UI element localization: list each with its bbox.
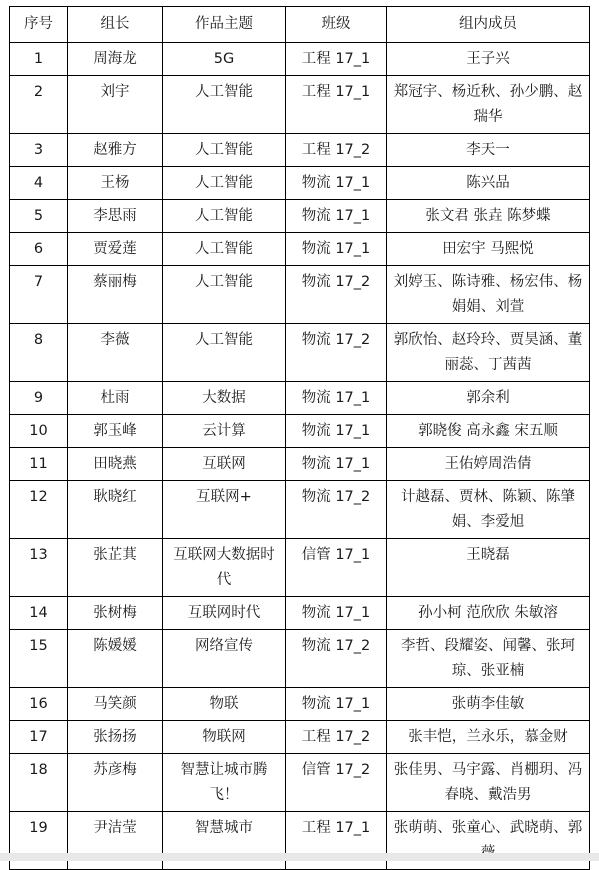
cell-no: 17 [10, 721, 68, 754]
cell-class: 工程 17_2 [286, 721, 387, 754]
table-header-row [10, 7, 590, 43]
table-row [10, 630, 590, 688]
cell-leader: 耿晓红 [68, 481, 163, 539]
cell-members: 张萌李佳敏 [387, 688, 590, 721]
cell-class: 物流 17_1 [286, 200, 387, 233]
cell-class: 物流 17_2 [286, 324, 387, 382]
cell-leader: 杜雨 [68, 382, 163, 415]
cell-class: 物流 17_1 [286, 415, 387, 448]
cell-class: 物流 17_2 [286, 630, 387, 688]
cell-theme: 人工智能 [163, 200, 286, 233]
cell-leader: 刘宇 [68, 76, 163, 134]
cell-no: 1 [10, 43, 68, 76]
cell-leader: 周海龙 [68, 43, 163, 76]
cell-leader: 张树梅 [68, 597, 163, 630]
cell-members: 王子兴 [387, 43, 590, 76]
cell-leader: 贾爱莲 [68, 233, 163, 266]
page-bottom-edge [0, 853, 599, 861]
cell-theme: 云计算 [163, 415, 286, 448]
cell-members: 王晓磊 [387, 539, 590, 597]
cell-theme: 人工智能 [163, 76, 286, 134]
cell-no: 16 [10, 688, 68, 721]
table-row [10, 233, 590, 266]
cell-class: 物流 17_1 [286, 382, 387, 415]
header-members: 组内成员 [387, 7, 590, 43]
cell-leader: 李思雨 [68, 200, 163, 233]
cell-no: 10 [10, 415, 68, 448]
table-row [10, 382, 590, 415]
cell-members: 李天一 [387, 134, 590, 167]
cell-leader: 李薇 [68, 324, 163, 382]
cell-theme: 物联网 [163, 721, 286, 754]
table-row [10, 539, 590, 597]
cell-no: 3 [10, 134, 68, 167]
header-no: 序号 [10, 7, 68, 43]
cell-no: 4 [10, 167, 68, 200]
cell-members: 郭余利 [387, 382, 590, 415]
table-row [10, 200, 590, 233]
cell-no: 9 [10, 382, 68, 415]
cell-theme: 人工智能 [163, 167, 286, 200]
header-leader: 组长 [68, 7, 163, 43]
cell-members: 张丰恺，兰永乐，慕金财 [387, 721, 590, 754]
cell-class: 物流 17_1 [286, 597, 387, 630]
cell-class: 物流 17_1 [286, 167, 387, 200]
cell-no: 15 [10, 630, 68, 688]
cell-class: 物流 17_2 [286, 481, 387, 539]
cell-members: 郭欣怡、赵玲玲、贾昊涵、董丽蕊、丁茜茜 [387, 324, 590, 382]
cell-members: 张萌萌、张童心、武晓萌、郭 [387, 812, 590, 870]
cell-theme: 网络宣传 [163, 630, 286, 688]
cell-theme: 人工智能 [163, 233, 286, 266]
cell-members: 计越磊、贾林、陈颖、陈肇娟、李爱旭 [387, 481, 590, 539]
cell-theme: 互联网 [163, 448, 286, 481]
cell-class: 工程 17_1 [286, 43, 387, 76]
cell-class: 物流 17_1 [286, 233, 387, 266]
cell-leader: 苏彦梅 [68, 754, 163, 812]
header-class: 班级 [286, 7, 387, 43]
cell-class: 信管 17_1 [286, 539, 387, 597]
cell-leader: 张扬扬 [68, 721, 163, 754]
table-row [10, 481, 590, 539]
table-row [10, 167, 590, 200]
cell-members: 孙小柯 范欣欣 朱敏溶 [387, 597, 590, 630]
cell-theme: 物联 [163, 688, 286, 721]
cell-leader: 郭玉峰 [68, 415, 163, 448]
cell-theme: 互联网时代 [163, 597, 286, 630]
table-row [10, 415, 590, 448]
cell-class: 信管 17_2 [286, 754, 387, 812]
cell-members: 郑冠宇、杨近秋、孙少鹏、赵瑞华 [387, 76, 590, 134]
cell-no: 12 [10, 481, 68, 539]
cell-no: 8 [10, 324, 68, 382]
table-row [10, 688, 590, 721]
cell-class: 物流 17_1 [286, 688, 387, 721]
cell-class: 工程 17_1 [286, 812, 387, 870]
cell-no: 19 [10, 812, 68, 870]
cell-members: 郭晓俊 高永鑫 宋五顺 [387, 415, 590, 448]
cell-no: 2 [10, 76, 68, 134]
cell-theme: 人工智能 [163, 324, 286, 382]
cell-leader: 张芷萁 [68, 539, 163, 597]
cell-leader: 田晓燕 [68, 448, 163, 481]
cell-class: 物流 17_1 [286, 448, 387, 481]
cell-theme: 互联网大数据时代 [163, 539, 286, 597]
table-row [10, 324, 590, 382]
cell-no: 11 [10, 448, 68, 481]
cell-leader: 赵雅方 [68, 134, 163, 167]
cell-theme: 5G [163, 43, 286, 76]
cell-no: 7 [10, 266, 68, 324]
cell-leader: 尹洁莹 [68, 812, 163, 870]
cell-leader: 马笑颜 [68, 688, 163, 721]
cell-members: 张佳男、马宇露、肖棚玥、冯春晓、戴浩男 [387, 754, 590, 812]
cell-no: 13 [10, 539, 68, 597]
cell-theme: 人工智能 [163, 134, 286, 167]
cell-class: 工程 17_2 [286, 134, 387, 167]
cell-theme: 大数据 [163, 382, 286, 415]
cell-theme: 智慧让城市腾飞！ [163, 754, 286, 812]
cell-members: 李哲、段耀姿、闻馨、张珂琼、张亚楠 [387, 630, 590, 688]
table-body [10, 43, 590, 870]
cell-members: 陈兴品 [387, 167, 590, 200]
group-table [9, 6, 590, 870]
cell-class: 工程 17_1 [286, 76, 387, 134]
cell-members: 刘婷玉、陈诗雅、杨宏伟、杨娟娟、刘萱 [387, 266, 590, 324]
cell-leader: 蔡丽梅 [68, 266, 163, 324]
cell-leader: 王杨 [68, 167, 163, 200]
cell-class: 物流 17_2 [286, 266, 387, 324]
cell-no: 6 [10, 233, 68, 266]
table-row [10, 76, 590, 134]
cell-leader: 陈媛媛 [68, 630, 163, 688]
table-row [10, 266, 590, 324]
table-row [10, 134, 590, 167]
cell-members: 田宏宇 马熙悦 [387, 233, 590, 266]
table-row [10, 597, 590, 630]
table-row [10, 721, 590, 754]
table-row [10, 754, 590, 812]
cell-theme: 互联网+ [163, 481, 286, 539]
header-theme: 作品主题 [163, 7, 286, 43]
cell-theme: 人工智能 [163, 266, 286, 324]
table-row [10, 43, 590, 76]
cell-theme: 智慧城市 [163, 812, 286, 870]
cell-members: 王佑婷周浩倩 [387, 448, 590, 481]
cell-no: 18 [10, 754, 68, 812]
table-row [10, 448, 590, 481]
cell-no: 14 [10, 597, 68, 630]
cell-members: 张文君 张垚 陈梦蝶 [387, 200, 590, 233]
cell-no: 5 [10, 200, 68, 233]
